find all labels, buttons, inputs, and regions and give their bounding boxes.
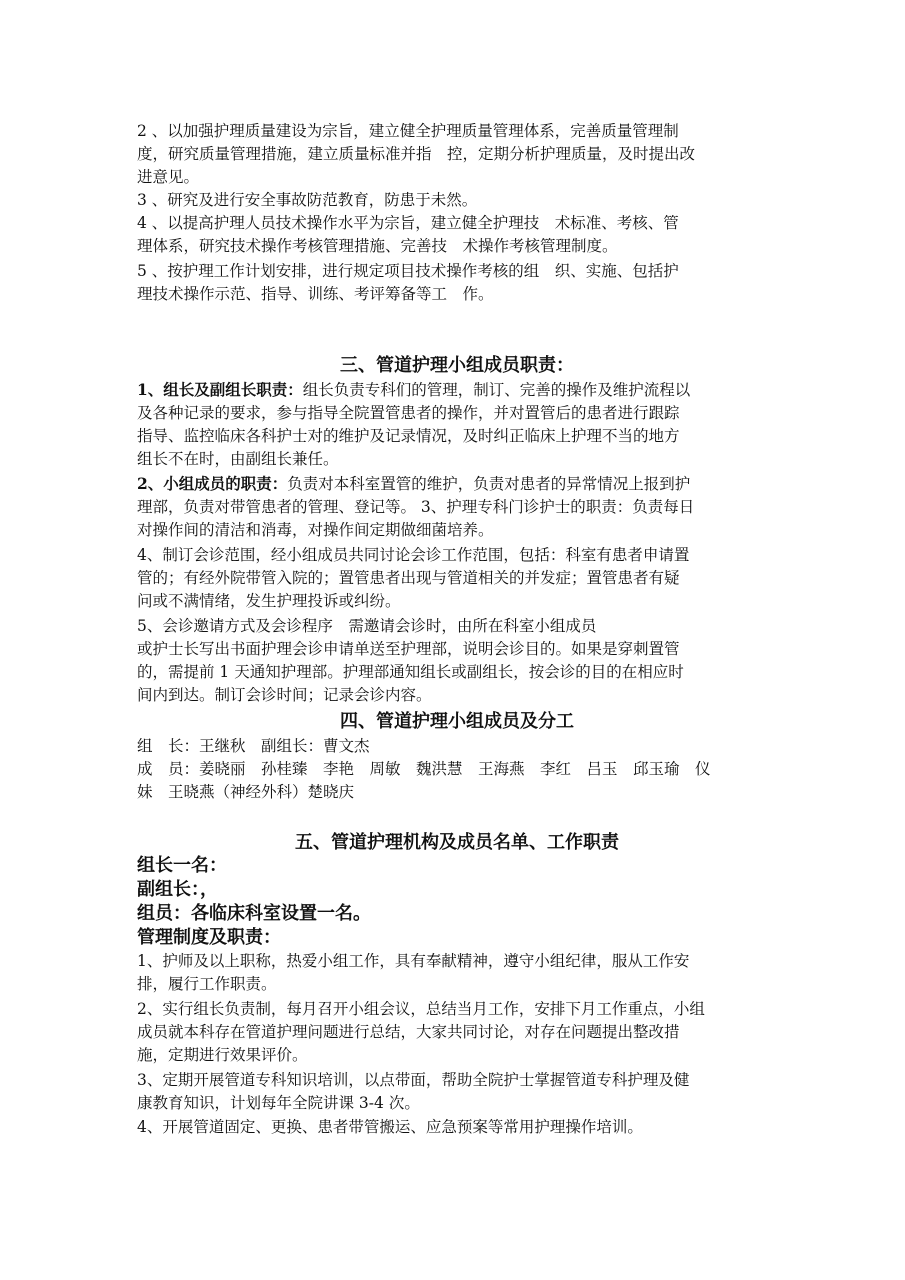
section3-title: 三、管道护理小组成员职责： — [340, 355, 574, 376]
section5-rules-heading: 管理制度及职责： — [137, 927, 281, 948]
section5-leader: 组长一名： — [137, 855, 227, 876]
section3-para-4: 5、会诊邀请方式及会诊程序 需邀请会诊时，由所在科室小组成员 或护士长写出书面护理会诊申请单送至护理部，说明会诊目的。如果是穿刺置管 的，需提前 1 天通知护理部。护理部通知组长或副组长，按会诊的目的在相应时 间内到达。制订会诊时间；记录会诊内容。 — [137, 617, 684, 704]
section5-item-4: 4、开展管道固定、更换、患者带管搬运、应急预案等常用护理操作培训。 — [137, 1118, 643, 1136]
section4-members: 组 长：王继秋 副组长：曹文杰 成 员：姜晓丽 孙桂臻 李艳 周敏 魏洪慧 王海燕 李红 吕玉 邱玉瑜 仪 妹 王晓燕（神经外科）楚晓庆 — [137, 737, 711, 801]
section5-item-1: 1、护师及以上职称，热爱小组工作，具有奉献精神，遵守小组纪律，服从工作安 排，履行工作职责。 — [137, 952, 690, 993]
section2-item-5: 5 、按护理工作计划安排，进行规定项目技术操作考核的组 织、实施、包括护 理技术操作示范、指导、训练、考评筹备等工 作。 — [137, 262, 679, 303]
section2-item-4: 4 、以提高护理人员技术操作水平为宗旨，建立健全护理技 术标准、考核、管 理体系，研究技术操作考核管理措施、完善技 术操作考核管理制度。 — [137, 214, 679, 255]
section5-item-3: 3、定期开展管道专科知识培训，以点带面，帮助全院护士掌握管道专科护理及健 康教育知识，计划每年全院讲课 3-4 次。 — [137, 1071, 690, 1112]
section5-member: 组员：各临床科室设置一名。 — [137, 903, 371, 924]
section5-title: 五、管道护理机构及成员名单、工作职责 — [295, 832, 619, 853]
section5-item-2: 2、实行组长负责制，每月召开小组会议，总结当月工作，安排下月工作重点，小组 成员就本科存在管道护理问题进行总结，大家共同讨论，对存在问题提出整改措 施，定期进行效果评价。 — [137, 1000, 705, 1064]
section4-title: 四、管道护理小组成员及分工 — [340, 711, 574, 732]
para1-lead: 1、组长及副组长职责： — [137, 380, 303, 399]
section3-para-1: 1、组长及副组长职责：组长负责专科们的管理，制订、完善的操作及维护流程以 及各种记录的要求，参与指导全院置管患者的操作，并对置管后的患者进行跟踪 指导、监控临床各科护士对的维护及记录情况，及时纠正临床上护理不当的地方 组长不在时，由副组长兼任。 — [137, 380, 691, 468]
para2-lead: 2、小组成员的职责： — [137, 474, 288, 493]
section3-para-3: 4、制订会诊范围，经小组成员共同讨论会诊工作范围，包括：科室有患者申请置 管的；有经外院带管入院的；置管患者出现与管道相关的并发症；置管患者有疑 问或不满情绪，发生护理投诉或纠纷。 — [137, 546, 690, 610]
section3-para-2: 2、小组成员的职责：负责对本科室置管的维护，负责对患者的异常情况上报到护 理部，负责对带管患者的管理、登记等。 3、护理专科门诊护士的职责：负责每日 对操作间的清洁和消毒，对操作间定期做细菌培养。 — [137, 474, 695, 539]
section5-deputy: 副组长：， — [137, 879, 218, 900]
section2-item-2: 2 、以加强护理质量建设为宗旨，建立健全护理质量管理体系，完善质量管理制 度，研究质量管理措施，建立质量标准并指 控，定期分析护理质量，及时提出改 进意见。 — [137, 122, 696, 186]
section2-item-3: 3 、研究及进行安全事故防范教育，防患于未然。 — [137, 191, 478, 209]
